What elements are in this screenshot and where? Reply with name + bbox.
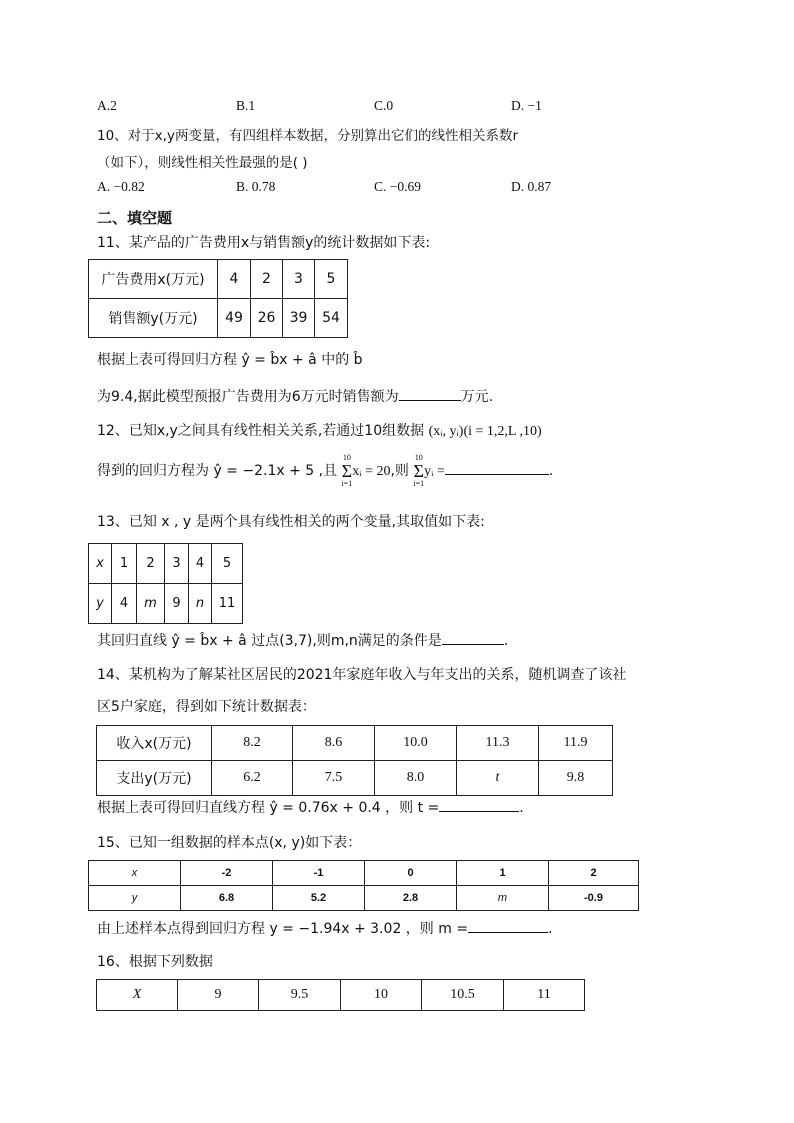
table-cell: 11 [212, 584, 243, 624]
table-cell: -2 [181, 861, 273, 886]
summation-sign: 10 Σ i=1 [413, 453, 425, 488]
q14-row2-label: 支出y(万元) [97, 761, 212, 796]
table-cell: n [189, 584, 212, 624]
table-cell: 9 [178, 980, 259, 1011]
table-row [89, 861, 639, 886]
answer-blank [442, 630, 504, 645]
table-cell: 39 [283, 299, 315, 338]
table-cell: 26 [251, 299, 283, 338]
table-cell: 4 [218, 260, 251, 299]
section-title: 二、填空题 [97, 209, 173, 227]
table-cell: 4 [112, 584, 137, 624]
q15-stem: 15、已知一组数据的样本点(x, y)如下表： [97, 835, 362, 851]
q10-option-b: B. 0.78 [236, 179, 276, 194]
q10-option-a: A. −0.82 [97, 179, 145, 194]
table-cell: 1 [457, 861, 549, 886]
q15-line2 [97, 918, 553, 938]
q12-line2 [97, 454, 553, 488]
table-cell: X [97, 980, 178, 1011]
table-cell: 5.2 [273, 886, 365, 911]
q14-line1: 14、某机构为了解某社区居民的2021年家庭年收入与年支出的关系，随机调查了该社 [97, 667, 627, 683]
summation-sign: 10 Σ i=1 [341, 453, 353, 488]
q9-option-c: C.0 [374, 98, 394, 113]
q12-line2-text: 得到的回归方程为 ŷ = −2.1x + 5 ,且 [97, 463, 338, 479]
q14-table [96, 725, 613, 796]
table-cell: 10.5 [422, 980, 504, 1011]
q10-option-d: D. 0.87 [511, 179, 552, 194]
q9-option-d: D. −1 [511, 98, 542, 113]
q16-table [96, 979, 585, 1011]
q15-end: . [548, 921, 553, 937]
table-cell: x [89, 861, 181, 886]
q11-line3-text: 为9.4,据此模型预报广告费用为6万元时销售额为 [97, 389, 399, 405]
q12-line1-text: 12、已知x,y之间具有线性相关关系,若通过10组数据 [97, 423, 425, 439]
table-cell: 1 [112, 544, 137, 584]
table-row [89, 544, 243, 584]
q12-data-expression: (xᵢ, yᵢ)(i = 1,2,L ,10) [428, 424, 542, 439]
table-cell: -0.9 [549, 886, 639, 911]
q11-table [88, 259, 348, 338]
table-cell: m [457, 886, 549, 911]
q10-stem-line2: （如下），则线性相关性最强的是( ) [97, 155, 308, 171]
table-cell: 6.2 [212, 761, 293, 796]
q11-line3-unit: 万元. [460, 389, 494, 405]
table-cell: -1 [273, 861, 365, 886]
q11-row2-label: 销售额y(万元) [89, 299, 218, 338]
table-row [89, 260, 348, 299]
table-cell: m [137, 584, 165, 624]
table-cell: x [89, 544, 112, 584]
table-cell: 0 [365, 861, 457, 886]
answer-blank [439, 797, 519, 812]
q12-line2-mid: ,则 [390, 463, 409, 479]
table-cell: 6.8 [181, 886, 273, 911]
table-cell: 9.5 [259, 980, 341, 1011]
table-row [89, 584, 243, 624]
table-cell: 10.0 [375, 726, 457, 761]
table-cell: 2.8 [365, 886, 457, 911]
table-cell: 2 [137, 544, 165, 584]
q13-line2-text: 其回归直线 ŷ = b̂x + â 过点(3,7),则m,n满足的条件是 [97, 633, 442, 649]
q11-row1-label: 广告费用x(万元) [89, 260, 218, 299]
table-cell: 11.9 [539, 726, 613, 761]
table-cell: 9.8 [539, 761, 613, 796]
q9-option-b: B.1 [236, 98, 256, 113]
q14-end: . [519, 800, 524, 816]
table-cell: y [89, 584, 112, 624]
table-row [97, 980, 585, 1011]
answer-blank [399, 386, 461, 401]
table-row [97, 726, 613, 761]
table-cell: 7.5 [293, 761, 375, 796]
table-cell: y [89, 886, 181, 911]
table-cell: 11 [504, 980, 585, 1011]
table-cell: 8.0 [375, 761, 457, 796]
q13-line2 [97, 630, 508, 650]
table-cell: 5 [315, 260, 348, 299]
q12-sum1-expression: xᵢ = 20 [352, 464, 391, 479]
table-row [89, 299, 348, 338]
q13-end: . [503, 633, 509, 649]
q16-stem: 16、根据下列数据 [97, 954, 213, 970]
q10-stem-line1: 10、对于x,y两变量，有四组样本数据，分别算出它们的线性相关系数r [97, 128, 518, 144]
q11-stem: 11、某产品的广告费用x与销售额y的统计数据如下表: [97, 235, 431, 251]
table-cell: 9 [165, 584, 189, 624]
q12-line1 [97, 420, 542, 440]
q11-line2: 根据上表可得回归方程 ŷ = b̂x + â 中的 b̂ [97, 352, 363, 368]
table-cell: 2 [549, 861, 639, 886]
table-cell: 3 [283, 260, 315, 299]
table-cell: 8.6 [293, 726, 375, 761]
q10-option-c: C. −0.69 [374, 179, 421, 194]
q14-row1-label: 收入x(万元) [97, 726, 212, 761]
answer-blank [445, 460, 549, 475]
table-cell: 10 [341, 980, 422, 1011]
table-cell: 4 [189, 544, 212, 584]
q14-line3-text: 根据上表可得回归直线方程 ŷ = 0.76x + 0.4 ，则 t = [97, 800, 440, 816]
q9-option-a: A.2 [97, 98, 117, 113]
q11-line3 [97, 386, 493, 406]
answer-blank [468, 918, 548, 933]
table-cell: 54 [315, 299, 348, 338]
q15-table [88, 860, 639, 911]
table-row [89, 886, 639, 911]
table-cell: 11.3 [457, 726, 539, 761]
table-row [97, 761, 613, 796]
table-cell: 5 [212, 544, 243, 584]
table-cell: 2 [251, 260, 283, 299]
q12-sum2-expression: yᵢ = [424, 464, 445, 479]
table-cell: t [457, 761, 539, 796]
q15-line2-text: 由上述样本点得到回归方程 y = −1.94x + 3.02 ，则 m = [97, 921, 469, 937]
q13-stem: 13、已知 x , y 是两个具有线性相关的两个变量,其取值如下表: [97, 514, 485, 530]
q14-line3 [97, 797, 524, 817]
q14-line2: 区5户家庭，得到如下统计数据表： [97, 699, 316, 715]
table-cell: 49 [218, 299, 251, 338]
table-cell: 8.2 [212, 726, 293, 761]
q13-table [88, 543, 243, 624]
table-cell: 3 [165, 544, 189, 584]
q12-end: . [548, 463, 554, 479]
